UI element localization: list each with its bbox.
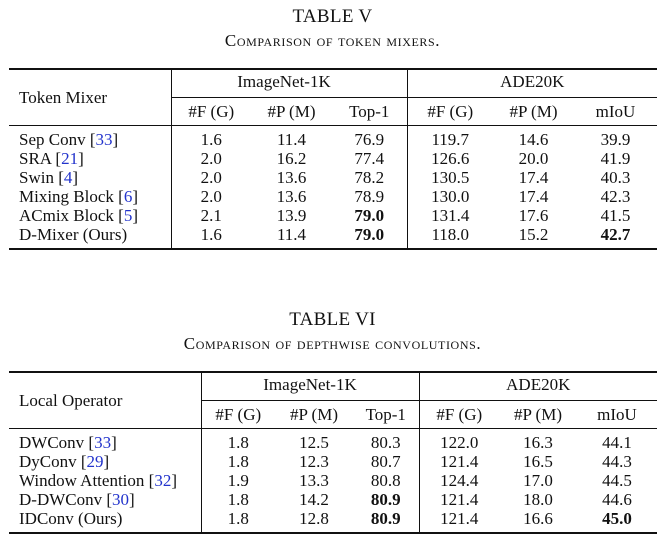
table-cell: 11.4 — [251, 225, 332, 249]
table-cell: 44.6 — [602, 490, 632, 509]
table-cell: 2.0 — [171, 168, 251, 187]
sub-header: #F (G) — [419, 401, 499, 429]
method-name: SRA — [19, 149, 52, 168]
table-cell: 118.0 — [407, 225, 493, 249]
table-cell: 131.4 — [407, 206, 493, 225]
sub-header: #P (M) — [251, 98, 332, 126]
table-body — [9, 429, 657, 534]
table-cell: 42.7 — [574, 225, 657, 249]
table-cell: 130.0 — [407, 187, 493, 206]
citation-link[interactable]: 6 — [123, 187, 133, 206]
table-cell: 76.9 — [332, 126, 407, 150]
table-cell: 16.2 — [276, 149, 307, 168]
sub-header: mIoU — [577, 401, 657, 429]
method-name: Sep Conv — [19, 130, 86, 149]
table-cell: 2.0 — [171, 187, 251, 206]
method-name: Window Attention — [19, 471, 145, 490]
method-name: IDConv (Ours) — [19, 509, 123, 528]
table-cell: 42.3 — [600, 187, 631, 206]
citation-link[interactable]: 21 — [61, 149, 79, 168]
table-cell: 79.0 — [354, 206, 385, 225]
group-header-label: ImageNet-1K — [263, 375, 357, 394]
table-row — [9, 471, 657, 490]
table-row — [9, 126, 657, 150]
table-cell: 13.6 — [276, 168, 307, 187]
sub-header: Top-1 — [332, 98, 407, 126]
table-cell: 126.6 — [407, 149, 493, 168]
table-cell: 121.4 — [419, 490, 499, 509]
group-header-label: ADE20K — [506, 375, 571, 394]
table-cell: 14.2 — [299, 490, 329, 509]
table-caption: Comparison of depthwise convolutions. — [183, 334, 482, 353]
table-cell: 17.6 — [518, 206, 549, 225]
table-number: TABLE VI — [289, 309, 376, 330]
group-header-imagenet — [201, 372, 419, 401]
sub-header: #F (G) — [407, 98, 493, 126]
table-cell: 2.0 — [171, 149, 251, 168]
table-cell: 39.9 — [574, 126, 657, 150]
row-label: Sep Conv [33] — [9, 126, 171, 150]
group-header-ade — [407, 69, 657, 98]
table-cell: 16.3 — [499, 429, 577, 453]
citation-link[interactable]: 29 — [86, 452, 104, 471]
table-cell: 121.4 — [419, 509, 499, 533]
method-name: Swin — [19, 168, 54, 187]
citation-link[interactable]: 33 — [94, 433, 112, 452]
table-cell: 1.8 — [201, 509, 275, 533]
table-cell: 77.4 — [354, 149, 385, 168]
row-label — [9, 509, 201, 533]
first-col-header: Local Operator — [9, 372, 201, 429]
table-caption: Comparison of token mixers. — [224, 31, 441, 50]
sub-header: mIoU — [574, 98, 657, 126]
group-header-label: ADE20K — [500, 72, 565, 91]
table-cell: 17.0 — [523, 471, 553, 490]
method-name: DyConv — [19, 452, 77, 471]
row-label: ACmix Block [5] — [19, 206, 139, 225]
table-cell: 1.8 — [201, 490, 275, 509]
table-cell: 16.5 — [523, 452, 553, 471]
citation-link[interactable]: 30 — [112, 490, 130, 509]
table-v — [0, 6, 665, 244]
table-cell: 12.5 — [275, 429, 353, 453]
citation-link[interactable]: 5 — [123, 206, 133, 225]
method-name: D-DWConv — [19, 490, 103, 509]
table-cell: 17.4 — [518, 168, 549, 187]
table-cell: 130.5 — [407, 168, 493, 187]
sub-header: #F (G) — [171, 98, 251, 126]
row-label: D-DWConv [30] — [19, 490, 135, 509]
group-header-imagenet — [171, 69, 407, 98]
group-header-label: ImageNet-1K — [237, 72, 331, 91]
row-label: Mixing Block [6] — [19, 187, 139, 206]
table-body — [9, 126, 657, 250]
table-cell: 80.9 — [353, 509, 419, 533]
sub-header: #P (M) — [499, 401, 577, 429]
table-cell: 15.2 — [493, 225, 574, 249]
table-row — [9, 187, 657, 206]
table-grid — [9, 371, 657, 534]
method-name: Mixing Block — [19, 187, 114, 206]
table-cell: 1.8 — [201, 452, 275, 471]
table-cell: 119.7 — [407, 126, 493, 150]
table-cell: 44.5 — [602, 471, 632, 490]
row-label: DyConv [29] — [19, 452, 110, 471]
citation-link[interactable]: 33 — [95, 130, 113, 149]
row-label: Window Attention [32] — [19, 471, 177, 490]
table-cell: 1.8 — [201, 429, 275, 453]
table-cell: 13.9 — [276, 206, 307, 225]
table-row — [9, 206, 657, 225]
table-cell: 11.4 — [251, 126, 332, 150]
table-cell: 80.9 — [370, 490, 401, 509]
table-cell: 124.4 — [419, 471, 499, 490]
table-cell: 41.5 — [600, 206, 631, 225]
sub-header: #P (M) — [493, 98, 574, 126]
table-cell: 16.6 — [499, 509, 577, 533]
row-label: SRA [21] — [19, 149, 84, 168]
table-cell: 1.6 — [171, 225, 251, 249]
row-label: DWConv [33] — [9, 429, 201, 453]
table-row — [9, 168, 657, 187]
table-row — [9, 490, 657, 509]
method-name: DWConv — [19, 433, 85, 452]
table-row — [9, 149, 657, 168]
table-cell: 1.9 — [201, 471, 275, 490]
table-vi — [0, 309, 665, 528]
table-cell: 80.7 — [370, 452, 401, 471]
table-row — [9, 429, 657, 453]
sub-header: #F (G) — [201, 401, 275, 429]
table-cell: 17.4 — [518, 187, 549, 206]
table-cell: 41.9 — [600, 149, 631, 168]
table-cell: 1.6 — [171, 126, 251, 150]
table-row — [9, 509, 657, 533]
table-cell: 44.1 — [577, 429, 657, 453]
table-cell: 79.0 — [332, 225, 407, 249]
table-cell: 122.0 — [419, 429, 499, 453]
table-number: TABLE V — [292, 6, 373, 27]
table-grid — [9, 68, 657, 250]
table-cell: 18.0 — [523, 490, 553, 509]
table-row — [9, 452, 657, 471]
table-cell: 78.9 — [354, 187, 385, 206]
table-cell: 12.3 — [299, 452, 329, 471]
table-cell: 13.6 — [276, 187, 307, 206]
table-cell: 13.3 — [299, 471, 329, 490]
table-cell: 80.8 — [370, 471, 401, 490]
citation-link[interactable]: 4 — [63, 168, 73, 187]
table-cell: 14.6 — [493, 126, 574, 150]
method-name: D-Mixer (Ours) — [19, 225, 128, 244]
method-name: ACmix Block — [19, 206, 114, 225]
table-cell: 12.8 — [275, 509, 353, 533]
row-label — [9, 225, 171, 249]
sub-header: #P (M) — [275, 401, 353, 429]
table-cell: 45.0 — [577, 509, 657, 533]
table-cell: 121.4 — [419, 452, 499, 471]
group-header-ade — [419, 372, 657, 401]
table-cell: 40.3 — [600, 168, 631, 187]
table-cell: 80.3 — [353, 429, 419, 453]
table-row — [9, 225, 657, 249]
row-label: Swin [4] — [19, 168, 79, 187]
citation-link[interactable]: 32 — [154, 471, 172, 490]
table-cell: 78.2 — [354, 168, 385, 187]
table-cell: 44.3 — [602, 452, 632, 471]
table-cell: 2.1 — [171, 206, 251, 225]
sub-header: Top-1 — [353, 401, 419, 429]
table-cell: 20.0 — [518, 149, 549, 168]
first-col-header: Token Mixer — [9, 69, 171, 126]
